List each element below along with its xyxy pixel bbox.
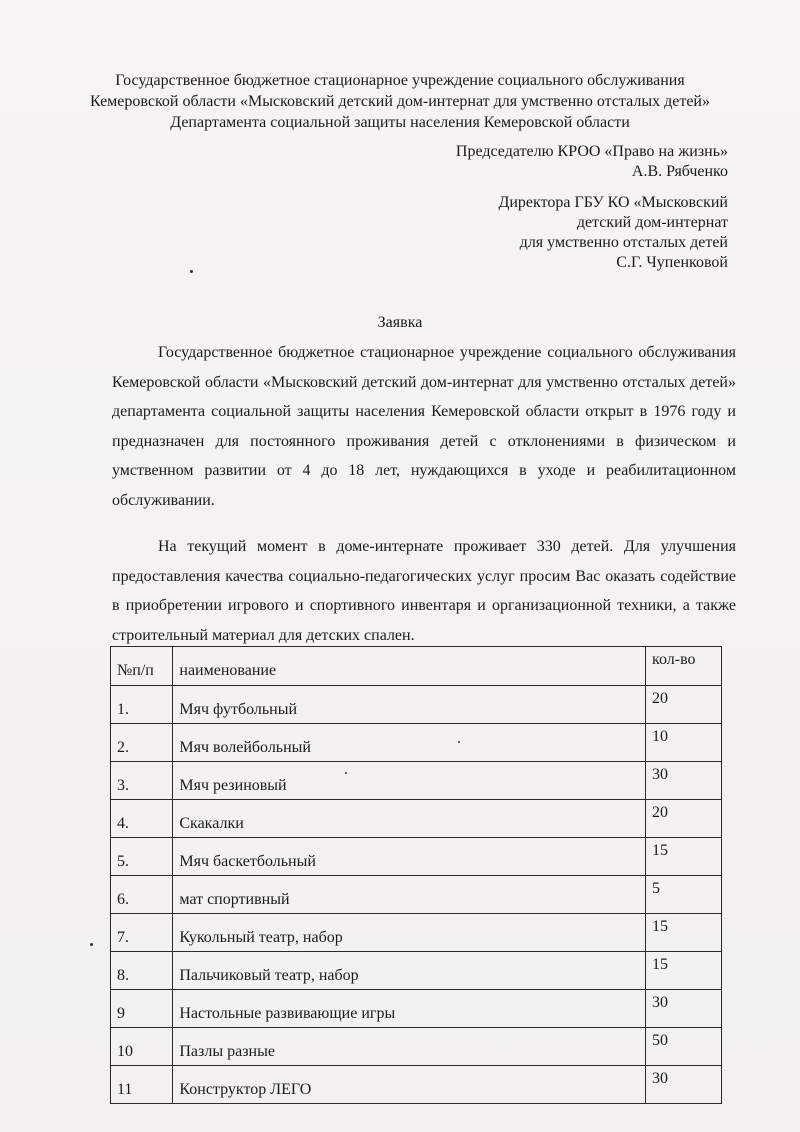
row-number: 7. [111, 914, 173, 952]
row-name: Конструктор ЛЕГО [173, 1066, 646, 1104]
addressee-line-1: Председателю КРОО «Право на жизнь» [455, 143, 728, 160]
row-number: 6. [111, 876, 173, 914]
row-quantity: 30 [646, 1066, 722, 1104]
sender-line-2: детский дом-интернат [576, 214, 728, 231]
items-table [110, 646, 722, 1104]
header-quantity: кол-во [646, 647, 722, 686]
row-quantity: 30 [646, 762, 722, 800]
row-name: Пазлы разные [173, 1028, 646, 1066]
header-number: №п/п [111, 647, 173, 686]
row-quantity: 20 [646, 800, 722, 838]
row-number: 2. [111, 724, 173, 762]
row-name: Скакалки [173, 800, 646, 838]
row-quantity: 5 [646, 876, 722, 914]
table-row [111, 952, 722, 990]
sender-line-4: С.Г. Чупенковой [616, 254, 728, 271]
table-header-row [111, 647, 722, 686]
row-number: 5. [111, 838, 173, 876]
row-name: Мяч футбольный [173, 686, 646, 724]
table-row [111, 838, 722, 876]
paragraph-request: На текущий момент в доме-интернате проживает 330 детей. Для улучшения предоставления качества социально-педагогических услуг просим Вас оказать содействие в приобретении игрового и спортивного инвентаря и организационной техники, а также строительный материал для детских спален. [112, 538, 736, 644]
scan-speck [458, 741, 460, 743]
row-number: 8. [111, 952, 173, 990]
row-number: 1. [111, 686, 173, 724]
row-quantity: 15 [646, 914, 722, 952]
table-row [111, 762, 722, 800]
table-row [111, 990, 722, 1028]
organization-header [60, 70, 740, 133]
table-row [111, 876, 722, 914]
row-number: 4. [111, 800, 173, 838]
row-number: 9 [111, 990, 173, 1028]
row-quantity: 15 [646, 952, 722, 990]
scan-speck [190, 270, 193, 273]
table-row [111, 800, 722, 838]
row-number: 10 [111, 1028, 173, 1066]
row-name: Мяч волейбольный [173, 724, 646, 762]
row-name: Настольные развивающие игры [173, 990, 646, 1028]
row-name: Мяч резиновый [173, 762, 646, 800]
sender-line-1: Директора ГБУ КО «Мысковский [498, 194, 728, 211]
scan-speck [345, 772, 347, 774]
row-quantity: 20 [646, 686, 722, 724]
header-line-1: Государственное бюджетное стационарное учреждение социального обслуживания [115, 72, 685, 89]
scan-speck [90, 943, 93, 946]
addressee-block [456, 142, 728, 182]
row-quantity: 50 [646, 1028, 722, 1066]
sender-line-3: для умственно отсталых детей [519, 234, 728, 251]
table-row [111, 724, 722, 762]
table-row [111, 914, 722, 952]
sender-block [498, 193, 728, 273]
addressee-line-2: А.В. Рябченко [631, 163, 728, 180]
row-name: мат спортивный [173, 876, 646, 914]
row-name: Мяч баскетбольный [173, 838, 646, 876]
paragraph-intro: Государственное бюджетное стационарное учреждение социального обслуживания Кемеровской области «Мысковский детский дом-интернат для умственно отсталых детей» департамента социальной защиты населения Кемеровской области открыт в 1976 году и предназначен для постоянного проживания детей с отклонениями в физическом и умственном развитии от 4 до 18 лет, нуждающихся в уходе и реабилитационном обслуживании. [112, 344, 736, 509]
row-number: 11 [111, 1066, 173, 1104]
header-name: наименование [173, 647, 646, 686]
header-line-2: Кемеровской области «Мысковский детский дом-интернат для умственно отсталых детей» [90, 93, 710, 110]
document-title: Заявка [377, 314, 423, 331]
row-quantity: 10 [646, 724, 722, 762]
header-line-3: Департамента социальной защиты населения Кемеровской области [170, 114, 630, 131]
table-row [111, 686, 722, 724]
table-row [111, 1066, 722, 1104]
row-quantity: 30 [646, 990, 722, 1028]
row-name: Пальчиковый театр, набор [173, 952, 646, 990]
row-number: 3. [111, 762, 173, 800]
table-row [111, 1028, 722, 1066]
row-quantity: 15 [646, 838, 722, 876]
row-name: Кукольный театр, набор [173, 914, 646, 952]
